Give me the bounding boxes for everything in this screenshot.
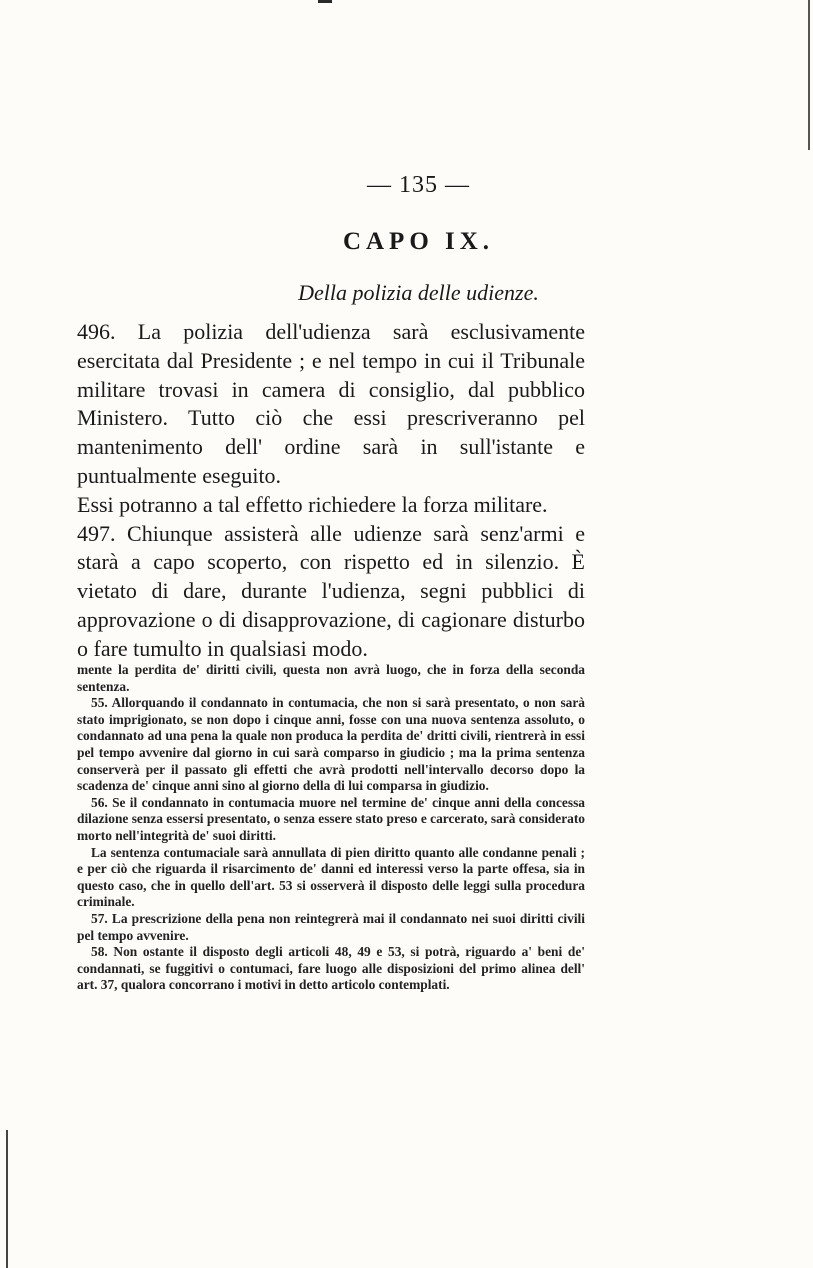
chapter-subtitle: Della polizia delle udienze. [298,280,539,305]
chapter-title: CAPO IX. [342,228,495,255]
scan-edge-top [318,0,332,3]
footnote-58: 58. Non ostante il disposto degli articoli 48, 49 e 53, si potrà, riguardo a' beni de' condannati, se fuggitivi o contumaci, fare luogo alle disposizioni del primo alinea dell' art. 37, qualora concorrano i motivi in detto articolo contemplati. [77,944,585,993]
paragraph-496-continuation: Essi potranno a tal effetto richiedere la forza militare. [77,491,548,517]
main-text [77,318,585,664]
footnote-55: 55. Allorquando il condannato in contumacia, che non si sarà presentato, o non sarà stato imprigionato, se non dopo i cinque anni, fosse con una nuova sentenza assoluto, o condannato ad una pena la quale non produca la perdita de' dritti civili, rientrerà in essi pel tempo avvenire dal giorno in cui sarà comparso in giudicio ; ma la prima sentenza conserverà per il passato gli effetti che avrà prodotti nell'intervallo decorso dopo la scadenza de' cinque anni sino al giorno della di lui comparsa in giudizio. [77,695,585,794]
footnote-continuation: mente la perdita de' diritti civili, questa non avrà luogo, che in forza della seconda sentenza. [77,662,585,694]
footnote-56-continuation: La sentenza contumaciale sarà annullata di pien diritto quanto alle condanne penali ; e per ciò che riguarda il risarcimento de' danni ed interessi verso la parte offesa, sia in questo caso, che in quello dell'art. 53 si osserverà il disposto delle leggi sulla procedura criminale. [77,844,585,910]
scan-edge-right [808,0,810,150]
footnote-57: 57. La prescrizione della pena non reintegrerà mai il condannato nei suoi diritti civili pel tempo avvenire. [77,910,585,943]
footnotes [77,662,585,994]
paragraph-497: 497. Chiunque assisterà alle udienze sarà senz'armi e starà a capo scoperto, con rispetto ed in silenzio. È vietato di dare, durante l'udienza, segni pubblici di approvazione o di disapprovazione, di cagionare disturbo o fare tumulto in qualsiasi modo. [77,520,585,661]
footnote-56: 56. Se il condannato in contumacia muore nel termine de' cinque anni della concessa dilazione senza essersi presentato, o senza essere stato preso e carcerato, sarà considerato morto nell'integrità de' suoi diritti. [77,794,585,843]
scan-edge-left [6,1130,8,1268]
page-number: — 135 — [367,172,470,198]
paragraph-496: 496. La polizia dell'udienza sarà esclusivamente esercitata dal Presidente ; e nel tempo in cui il Tribunale militare trovasi in camera di consiglio, dal pubblico Ministero. Tutto ciò che essi prescriveranno pel mantenimento dell' ordine sarà in sull'istante e puntualmente eseguito. [77,319,585,488]
